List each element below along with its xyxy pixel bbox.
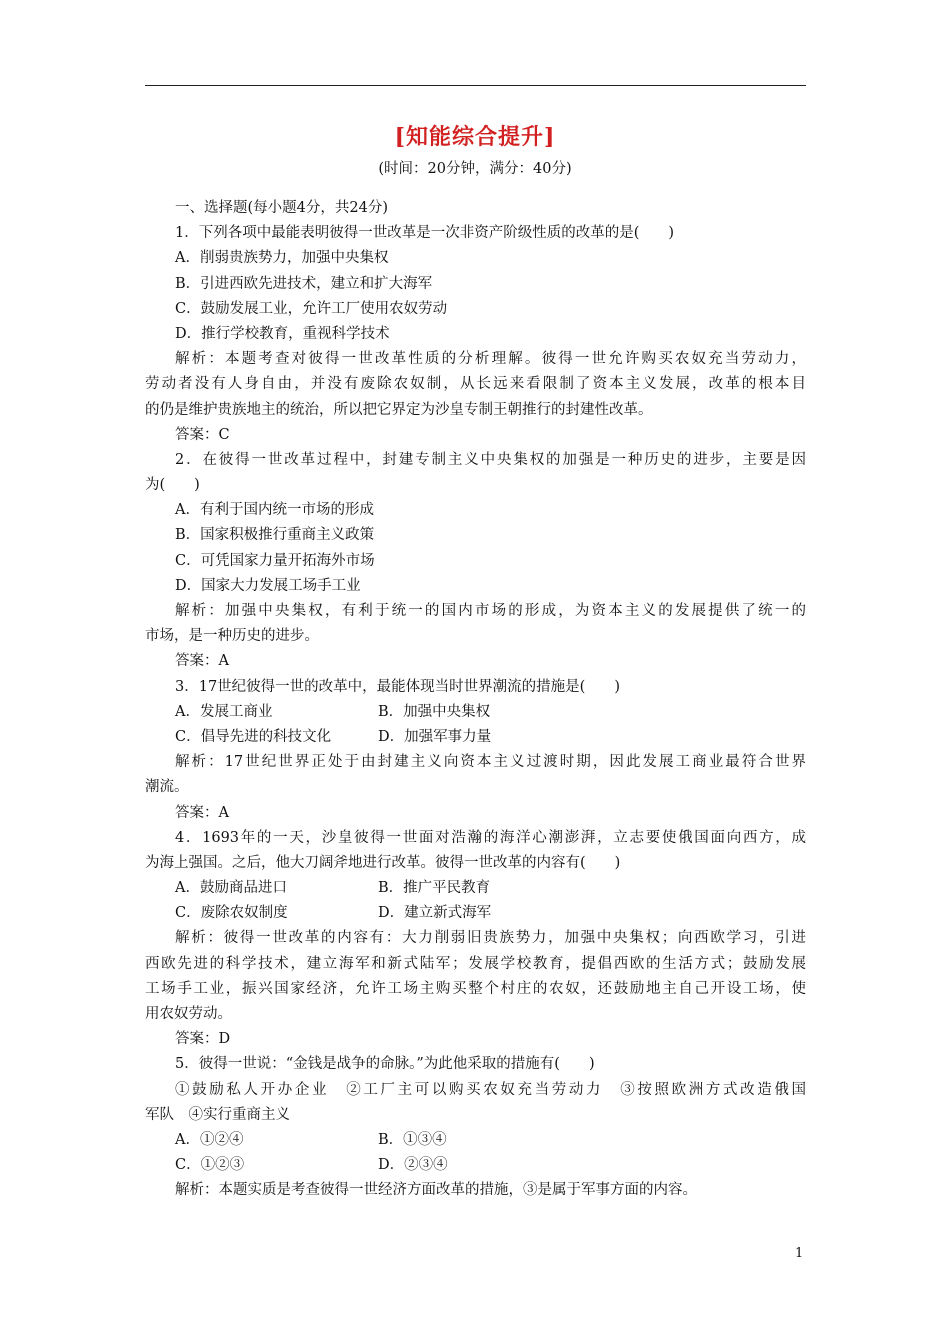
question-3-stem: 3．17世纪彼得一世的改革中，最能体现当时世界潮流的措施是( ) [175,678,620,695]
question-5-options-row [145,1153,806,1178]
question-4-analysis: 工场手工业，振兴国家经济，允许工场主购买整个村庄的农奴，还鼓励地主自己开设工场，使 [145,980,806,997]
question-4-option-a: A．鼓励商品进口 [175,880,287,897]
question-1-option-a: A．削弱贵族势力，加强中央集权 [175,250,389,267]
question-3-options-row [145,700,806,725]
question-3-option-c: C．倡导先进的科技文化 [175,728,332,745]
time-limit-note: (时间：20分钟，满分：40分) [378,161,572,177]
question-5-options-row [145,1128,806,1153]
question-4-option-c: C．废除农奴制度 [175,905,288,922]
header-rule [145,85,806,86]
question-5-items: ①鼓励私人开办企业 ②工厂主可以购买农奴充当劳动力 ③按照欧洲方式改造俄国 [175,1081,806,1098]
question-1-option-d: D．推行学校教育，重视科学技术 [175,325,390,342]
question-2-stem: 2．在彼得一世改革过程中，封建专制主义中央集权的加强是一种历史的进步，主要是因 [175,451,806,468]
question-2-option-d: D．国家大力发展工场手工业 [175,577,361,594]
question-2-analysis: 市场，是一种历史的进步。 [145,628,319,645]
question-2-option-b: B．国家积极推行重商主义政策 [175,527,375,544]
question-4-options-row [145,876,806,901]
question-5-items: 军队 ④实行重商主义 [145,1106,290,1123]
document-body [145,196,806,1204]
question-3-option-d: D．加强军事力量 [378,728,492,745]
question-2-option-a: A．有利于国内统一市场的形成 [175,502,374,519]
question-1-option-c: C．鼓励发展工业，允许工厂使用农奴劳动 [175,300,448,317]
question-1-analysis: 的仍是维护贵族地主的统治，所以把它界定为沙皇专制王朝推行的封建性改革。 [145,401,653,418]
question-5-option-d: D．②③④ [378,1157,448,1174]
question-2-stem: 为( ) [145,477,200,494]
question-4-option-d: D．建立新式海军 [378,905,492,922]
question-3-options-row [145,725,806,750]
question-1-option-b: B．引进西欧先进技术，建立和扩大海军 [175,275,433,292]
question-3-answer: 答案：A [175,804,229,821]
question-4-analysis: 西欧先进的科学技术，建立海军和新式陆军；发展学校教育，提倡西欧的生活方式；鼓励发展 [145,955,806,972]
page-title: [知能综合提升] [394,124,556,150]
question-3-analysis: 解析：17世纪世界正处于由封建主义向资本主义过渡时期，因此发展工商业最符合世界 [175,754,806,771]
question-3-analysis: 潮流。 [145,779,189,796]
question-1-analysis: 劳动者没有人身自由，并没有废除农奴制，从长远来看限制了资本主义发展，改革的根本目 [145,376,806,393]
question-3-option-a: A．发展工商业 [175,703,273,720]
question-1-answer: 答案：C [175,426,230,443]
question-4-analysis: 解析：彼得一世改革的内容有：大力削弱旧贵族势力，加强中央集权；向西欧学习，引进 [175,930,806,947]
question-2-analysis: 解析：加强中央集权，有利于统一的国内市场的形成，为资本主义的发展提供了统一的 [175,603,806,619]
section-heading: 一、选择题(每小题4分，共24分) [175,200,388,216]
question-4-analysis: 用农奴劳动。 [145,1006,232,1022]
question-3-option-b: B．加强中央集权 [378,703,491,720]
question-2-option-c: C．可凭国家力量开拓海外市场 [175,552,375,569]
question-1-analysis: 解析：本题考查对彼得一世改革性质的分析理解。彼得一世允许购买农奴充当劳动力， [175,351,806,368]
question-4-answer: 答案：D [175,1031,231,1048]
page-number: 1 [795,1246,804,1261]
question-5-stem: 5．彼得一世说：“金钱是战争的命脉。”为此他采取的措施有( ) [175,1056,595,1073]
question-1-stem: 1．下列各项中最能表明彼得一世改革是一次非资产阶级性质的改革的是( ) [175,225,675,242]
question-5-option-a: A．①②④ [175,1131,244,1148]
question-4-option-b: B．推广平民教育 [378,880,491,897]
question-4-stem: 为海上强国。之后，他大刀阔斧地进行改革。彼得一世改革的内容有( ) [145,854,621,871]
question-4-options-row [145,901,806,926]
question-2-answer: 答案：A [175,653,229,670]
question-4-stem: 4．1693年的一天，沙皇彼得一世面对浩瀚的海洋心潮澎湃，立志要使俄国面向西方，成 [175,829,806,846]
question-5-analysis: 解析：本题实质是考查彼得一世经济方面改革的措施，③是属于军事方面的内容。 [175,1182,697,1199]
question-5-option-b: B．①③④ [378,1131,447,1148]
question-5-option-c: C．①②③ [175,1157,245,1174]
